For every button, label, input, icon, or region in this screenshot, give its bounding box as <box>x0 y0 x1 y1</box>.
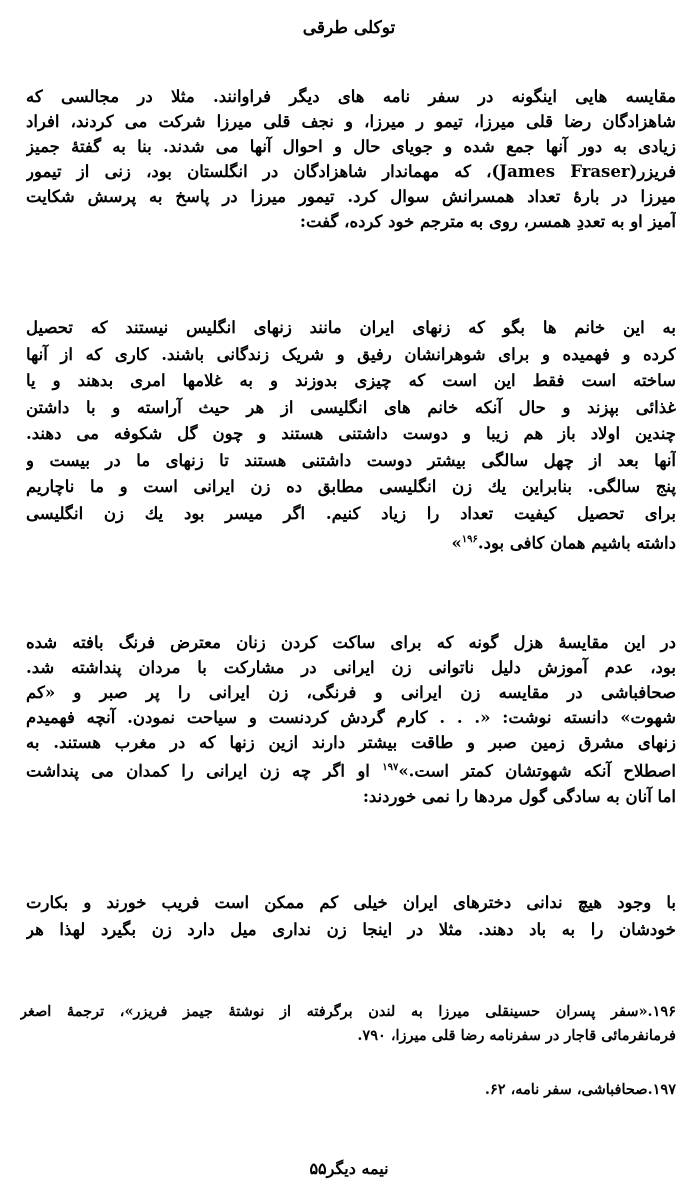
footnote-ref-197: ۱۹۷ <box>382 762 399 773</box>
text-line: میرزا در بارهٔ تعداد همسرانش سوال کرد. تیمور میرزا در پاسخ به پرسش شکایت <box>26 187 676 206</box>
paragraph-2-line6-end: او اگر چه زن ایرانی را کمدان می پنداشت <box>26 761 370 781</box>
text-line: شهوت» دانسته نوشت: «. . . کارم گردش کردنست و سیاحت نمودن. آنچه فهمیدم <box>26 708 676 727</box>
footnote-196 <box>20 1000 676 1048</box>
text-line: بود، عدم آموزش دلیل ناتوانی زن ایرانی در مشارکت با مردان پنداشته شد. <box>26 658 676 677</box>
text-line: به این خانم ها بگو که زنهای ایران مانند زنهای انگلیس نیستند که تحصیل <box>26 318 676 337</box>
text-line: برای تحصیل کیفیت تعداد را زیاد کنیم. اگر میسر بود یك زن انگلیسی <box>26 503 676 523</box>
text-line: آنها بعد از چهل سالگی بیشتر دوست داشتنی هستند تا زنهای ما در بیست و <box>26 450 676 470</box>
text-line: کرده و فهمیده و برای شوهرانشان رفیق و شریک زندگانی باشند. کاری که از آنها <box>26 344 676 364</box>
footnote-line: فرمانفرمائی قاجار در سفرنامه رضا قلی میرزا، ۷۹۰. <box>357 1027 676 1044</box>
text-line: زنهای مشرق زمین صبر و طاقت بیشتر دارند ازین زنها که در مغرب هستند. به <box>26 733 676 752</box>
text-line: مقایسه هایی اینگونه در سفر نامه های دیگر فراوانند. مثلا در مجالسی که <box>26 87 676 106</box>
text-line: فریزر(James Fraser)، که مهماندار شاهزادگان در انگلستان بود، زنی از تیمور <box>26 162 676 181</box>
text-line: خودشان را به باد دهند. مثلا در اینجا زن نداری میل دارد زن بگیرد لهذا هر <box>26 919 676 939</box>
quote-closing-text: داشته باشیم همان کافی بود. <box>477 533 676 553</box>
text-line: پنج سالگی. بنابراین یك زن انگلیسی مطابق ده زن ایرانی است و ما ناچاریم <box>26 477 676 496</box>
text-line: با وجود هیچ ندانی دخترهای ایران خیلی کم ممکن است فریب خورند و بکارت <box>26 893 676 912</box>
paragraph-1 <box>26 84 676 234</box>
block-quote-2 <box>26 890 676 943</box>
text-line: صحافباشی در مقایسه زن ایرانی و فرنگی، زن ایرانی را پر صبر و «کم <box>26 683 676 702</box>
running-head: توکلی طرقی <box>302 18 396 38</box>
paragraph-2-line6-start: اصطلاح آنکه شهوتشان کمتر است.» <box>398 761 676 781</box>
text-line: اما آنان به سادگی گول مردها را نمی خوردند: <box>362 786 676 806</box>
footnote-line: ۱۹۷.صحافباشی، سفر نامه، ۶۲. <box>484 1081 676 1098</box>
text-line: چندین اولاد باز هم زیبا و دوست داشتنی هستند و چون گل شکوفه می دهند. <box>26 424 676 443</box>
text-line <box>26 755 676 784</box>
text-line: آمیز او به تعددِ همسر، روی به مترجم خود کرده، گفت: <box>299 212 676 231</box>
text-line: شاهزادگان رضا قلی میرزا، تیمو ر میرزا، و نجف قلی میرزا شرکت می کردند، افراد <box>26 112 676 131</box>
footnote-ref-196: ۱۹۶ <box>461 534 478 545</box>
footnote-line: ۱۹۶.«سفر پسران حسینقلی میرزا به لندن برگرفته از نوشتهٔ جیمز فریزر»، ترجمهٔ اصغر <box>20 1003 676 1020</box>
text-line: غذائی بپزند و حال آنکه خانم های انگلیسی از هر حیث آراسته و با داشتن <box>26 397 676 417</box>
text-line: داشته باشیم همان کافی بود.$^{۱۹۶}$» <box>451 533 676 553</box>
block-quote-1 <box>26 315 676 557</box>
paragraph-2 <box>26 630 676 809</box>
page-folio: نیمه دیگر۵۵ <box>309 1159 389 1178</box>
text-line: زیادی به دور آنها جمع شده و جویای حال و احوال آنها می شدند. بنا به گفتهٔ جمیز <box>26 137 676 156</box>
text-line: در این مقایسهٔ هزل گونه که برای ساکت کردن زنان معترض فرنگ بافته شده <box>26 633 676 652</box>
text-line: ساخته است فقط این است که چیزی بدوزند و به غلامها امری بدهند و یا <box>26 371 676 390</box>
footnote-197 <box>20 1078 676 1102</box>
